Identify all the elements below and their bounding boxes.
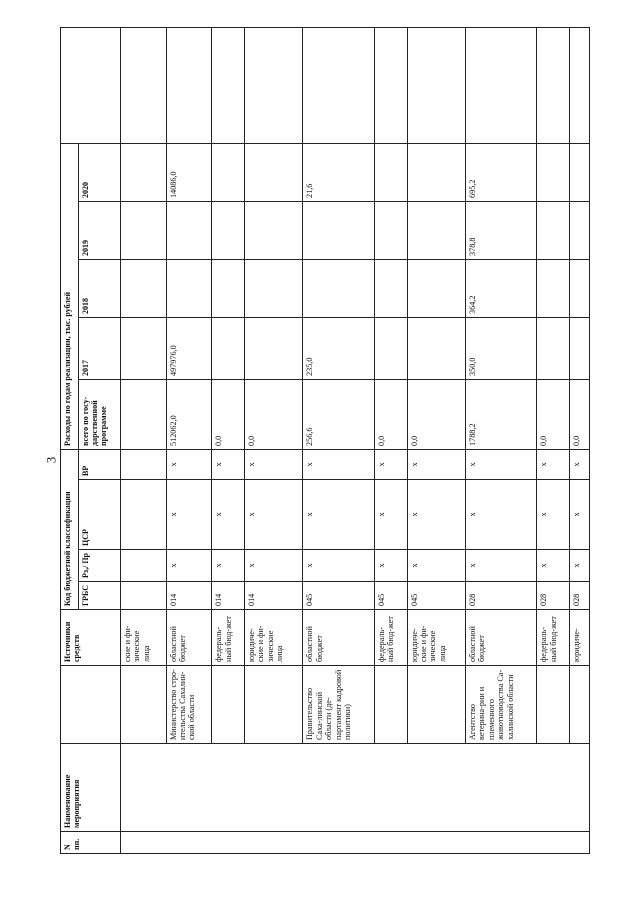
- header-2020: 2020: [79, 143, 121, 201]
- cell-source: областной бюджет: [303, 610, 374, 666]
- cell-total: 256,6: [303, 379, 374, 449]
- cell-executor: [121, 666, 167, 744]
- table-body: [121, 27, 590, 853]
- cell-rzpr: х: [166, 550, 212, 582]
- cell-total: 0,0: [374, 379, 407, 449]
- cell-y2020: [212, 143, 245, 201]
- cell-y2018: [537, 259, 570, 317]
- cell-grbs: 028: [570, 582, 590, 610]
- header-vr: ВР: [79, 449, 121, 479]
- cell-source: областной бюджет: [466, 610, 537, 666]
- cell-csr: х: [244, 480, 303, 550]
- cell-y2019: [570, 201, 590, 259]
- cell-grbs: 014: [212, 582, 245, 610]
- cell-vr: х: [303, 449, 374, 479]
- header-name: Наименование мероприятия: [61, 744, 121, 832]
- cell-total: 0,0: [537, 379, 570, 449]
- cell-y2019: [244, 201, 303, 259]
- cell-spare: [212, 27, 245, 143]
- cell-csr: х: [570, 480, 590, 550]
- header-expense-group: Расходы по годам реализации, тыс. рублей: [61, 143, 79, 449]
- cell-grbs: [121, 582, 167, 610]
- rotated-table-container: [60, 28, 590, 854]
- cell-y2018: [407, 259, 466, 317]
- cell-y2018: [244, 259, 303, 317]
- header-csr: ЦСР: [79, 480, 121, 550]
- cell-rzpr: х: [570, 550, 590, 582]
- cell-name: [121, 744, 590, 832]
- cell-vr: х: [407, 449, 466, 479]
- cell-executor: [212, 666, 245, 744]
- cell-spare: [374, 27, 407, 143]
- header-rzpr: Рз,/ Пр: [79, 550, 121, 582]
- budget-table: [60, 27, 590, 854]
- cell-spare: [407, 27, 466, 143]
- cell-csr: х: [374, 480, 407, 550]
- cell-rzpr: х: [374, 550, 407, 582]
- cell-csr: х: [407, 480, 466, 550]
- cell-y2017: 235,0: [303, 317, 374, 379]
- cell-csr: [121, 480, 167, 550]
- cell-y2019: 378,8: [466, 201, 537, 259]
- cell-vr: [121, 449, 167, 479]
- cell-executor: [244, 666, 303, 744]
- cell-executor: Министерство стро-ительства Сахалин-ской области: [166, 666, 212, 744]
- cell-y2019: [212, 201, 245, 259]
- cell-y2017: 350,0: [466, 317, 537, 379]
- cell-y2020: 695,2: [466, 143, 537, 201]
- cell-source: федераль-ный бюд-жет: [374, 610, 407, 666]
- cell-y2017: [121, 317, 167, 379]
- cell-source: областной бюджет: [166, 610, 212, 666]
- cell-spare: [244, 27, 303, 143]
- table-row: [212, 27, 245, 853]
- cell-y2018: [212, 259, 245, 317]
- cell-csr: х: [303, 480, 374, 550]
- table-row: [374, 27, 407, 853]
- header-spare: [61, 27, 121, 143]
- cell-y2017: [212, 317, 245, 379]
- cell-rzpr: х: [537, 550, 570, 582]
- cell-spare: [166, 27, 212, 143]
- cell-spare: [303, 27, 374, 143]
- rotated-page: [60, 28, 590, 854]
- cell-vr: х: [212, 449, 245, 479]
- table-row: [466, 27, 537, 853]
- cell-y2017: 497976,0: [166, 317, 212, 379]
- cell-y2019: [121, 201, 167, 259]
- cell-total: 512062,0: [166, 379, 212, 449]
- cell-y2020: [244, 143, 303, 201]
- cell-csr: х: [537, 480, 570, 550]
- cell-vr: х: [166, 449, 212, 479]
- cell-spare: [537, 27, 570, 143]
- cell-y2018: [570, 259, 590, 317]
- cell-source: ские и фи-зические лица: [121, 610, 167, 666]
- header-row-1: [61, 27, 79, 853]
- cell-grbs: 014: [166, 582, 212, 610]
- cell-spare: [466, 27, 537, 143]
- cell-spare: [121, 27, 167, 143]
- header-2017: 2017: [79, 317, 121, 379]
- cell-y2019: [374, 201, 407, 259]
- cell-vr: х: [466, 449, 537, 479]
- cell-vr: х: [244, 449, 303, 479]
- header-grbs: ГРБС: [79, 582, 121, 610]
- cell-grbs: 045: [303, 582, 374, 610]
- cell-csr: х: [166, 480, 212, 550]
- cell-source: федераль-ный бюд-жет: [212, 610, 245, 666]
- cell-y2019: [166, 201, 212, 259]
- header-code-group: Код бюджетной классификации: [61, 449, 79, 609]
- cell-grbs: 045: [407, 582, 466, 610]
- table-row: [537, 27, 570, 853]
- cell-total: 0,0: [212, 379, 245, 449]
- cell-y2018: [166, 259, 212, 317]
- cell-vr: х: [537, 449, 570, 479]
- cell-y2017: [407, 317, 466, 379]
- cell-rzpr: х: [466, 550, 537, 582]
- cell-y2020: [407, 143, 466, 201]
- cell-rzpr: х: [407, 550, 466, 582]
- cell-grbs: 028: [537, 582, 570, 610]
- cell-total: 0,0: [407, 379, 466, 449]
- cell-source: федераль-ный бюд-жет: [537, 610, 570, 666]
- cell-source: юридиче-ские и фи-зические лица: [244, 610, 303, 666]
- cell-executor: [537, 666, 570, 744]
- cell-vr: х: [374, 449, 407, 479]
- table-row: [407, 27, 466, 853]
- cell-total: 0,0: [244, 379, 303, 449]
- cell-executor: [374, 666, 407, 744]
- header-2018: 2018: [79, 259, 121, 317]
- cell-y2020: 21,6: [303, 143, 374, 201]
- header-source: Источники средств: [61, 610, 121, 666]
- header-total: всего по госу-дарственной программе: [79, 379, 121, 449]
- cell-grbs: 045: [374, 582, 407, 610]
- cell-y2017: [570, 317, 590, 379]
- table-row: [303, 27, 374, 853]
- table-row: [121, 27, 167, 853]
- cell-y2018: [374, 259, 407, 317]
- cell-grbs: 028: [466, 582, 537, 610]
- cell-y2018: [121, 259, 167, 317]
- cell-rzpr: х: [212, 550, 245, 582]
- cell-y2018: [303, 259, 374, 317]
- cell-y2018: 364,2: [466, 259, 537, 317]
- header-num: N пп.: [61, 832, 121, 854]
- header-2019: 2019: [79, 201, 121, 259]
- table-row: [244, 27, 303, 853]
- cell-total: [121, 379, 167, 449]
- cell-y2020: [537, 143, 570, 201]
- cell-total: 0,0: [570, 379, 590, 449]
- cell-y2020: [374, 143, 407, 201]
- cell-source: юридиче-ские и фи-зические лица: [407, 610, 466, 666]
- cell-total: 1788,2: [466, 379, 537, 449]
- cell-source: юридиче-: [570, 610, 590, 666]
- cell-y2017: [244, 317, 303, 379]
- cell-y2019: [303, 201, 374, 259]
- cell-executor: Агентство ветерина-рии и племенного животноводства Са-халинской области: [466, 666, 537, 744]
- cell-y2019: [407, 201, 466, 259]
- cell-executor: [570, 666, 590, 744]
- cell-vr: х: [570, 449, 590, 479]
- table-row: [570, 27, 590, 853]
- page-number: 3: [43, 456, 59, 464]
- cell-y2020: [121, 143, 167, 201]
- cell-y2019: [537, 201, 570, 259]
- cell-executor: [407, 666, 466, 744]
- cell-y2017: [537, 317, 570, 379]
- table-row: [166, 27, 212, 853]
- cell-executor: Правительство Саха-линской области (де-партамент кадровой политики): [303, 666, 374, 744]
- cell-rzpr: х: [303, 550, 374, 582]
- header-executor: [61, 666, 121, 744]
- cell-y2020: 14086,0: [166, 143, 212, 201]
- cell-y2020: [570, 143, 590, 201]
- cell-csr: х: [466, 480, 537, 550]
- cell-rzpr: [121, 550, 167, 582]
- cell-spare: [570, 27, 590, 143]
- cell-y2017: [374, 317, 407, 379]
- cell-num: [121, 832, 590, 854]
- cell-grbs: 014: [244, 582, 303, 610]
- cell-csr: х: [212, 480, 245, 550]
- cell-rzpr: х: [244, 550, 303, 582]
